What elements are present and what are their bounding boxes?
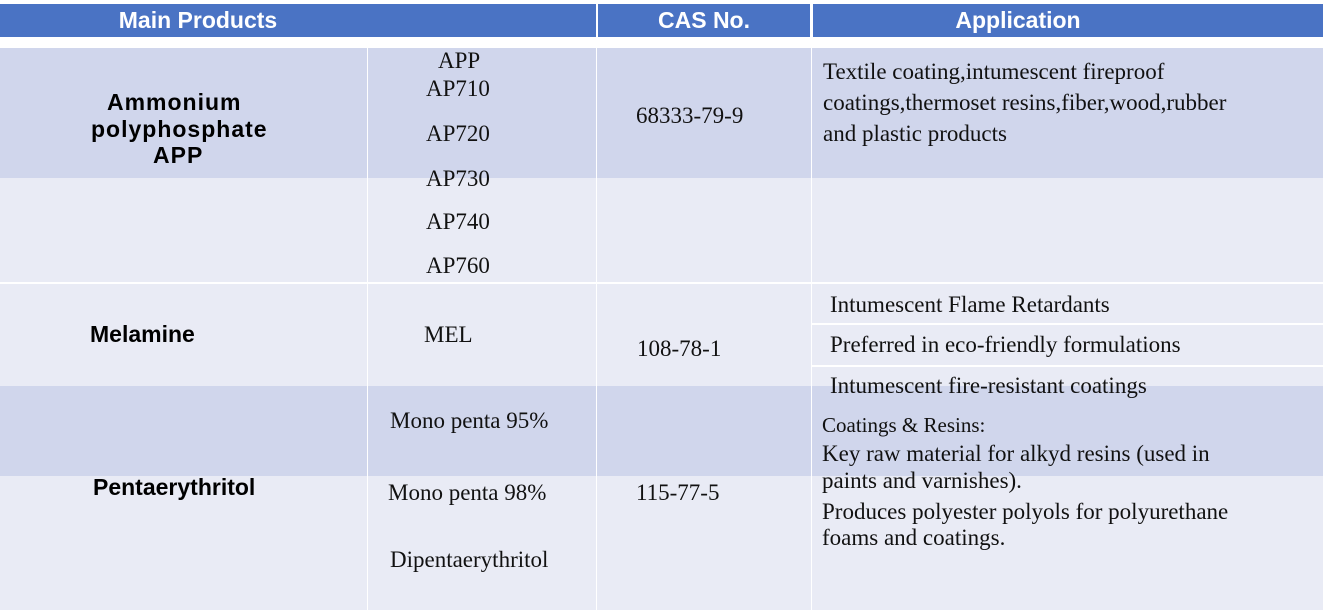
column-divider (596, 37, 597, 610)
application-line: paints and varnishes). (822, 468, 1022, 493)
row-divider (0, 282, 1323, 284)
header-label: Main Products (118, 7, 278, 33)
cas-number: 108-78-1 (637, 336, 722, 361)
cell-divider (812, 365, 1323, 367)
application-line: and plastic products (823, 121, 1007, 146)
product-name-line: Ammonium (107, 89, 242, 115)
application-line: Intumescent fire-resistant coatings (830, 373, 1147, 398)
grade-item: Dipentaerythritol (390, 547, 549, 572)
column-divider (367, 37, 368, 610)
row-band-app-bottom (0, 178, 1323, 282)
grade-item: Mono penta 95% (390, 408, 549, 433)
header-label: CAS No. (658, 7, 750, 33)
grade-item: AP720 (426, 121, 490, 146)
header-main-products (0, 4, 596, 37)
application-line: Preferred in eco-friendly formulations (830, 332, 1181, 357)
grade-item: AP740 (426, 209, 490, 234)
product-name: Pentaerythritol (93, 474, 256, 500)
grade-item: AP710 (426, 76, 490, 101)
application-line: Intumescent Flame Retardants (830, 292, 1110, 317)
application-line: coatings,thermoset resins,fiber,wood,rubber (823, 90, 1227, 115)
cell-divider (812, 323, 1323, 325)
application-line: Coatings & Resins: (822, 413, 986, 437)
product-name-line: polyphosphate (91, 116, 268, 142)
grade-item: Mono penta 98% (388, 480, 547, 505)
grade-item: APP (438, 48, 481, 73)
header-cas (598, 4, 810, 37)
bullet-icon (22, 31, 27, 36)
product-name-line: APP (153, 142, 204, 168)
header-underline (30, 37, 1323, 48)
application-line: foams and coatings. (822, 525, 1006, 550)
application-line: Key raw material for alkyd resins (used in (822, 441, 1210, 466)
grade-item: AP730 (426, 166, 490, 191)
product-name: Melamine (90, 321, 195, 347)
header-label: Application (955, 7, 1081, 33)
cas-number: 68333-79-9 (636, 103, 744, 128)
application-line: Produces polyester polyols for polyurethane (822, 499, 1229, 524)
grade-item: MEL (424, 322, 473, 347)
cas-number: 115-77-5 (636, 480, 720, 505)
grade-item: AP760 (426, 253, 490, 278)
application-line: Textile coating,intumescent fireproof (823, 59, 1165, 84)
header-application (813, 4, 1323, 37)
